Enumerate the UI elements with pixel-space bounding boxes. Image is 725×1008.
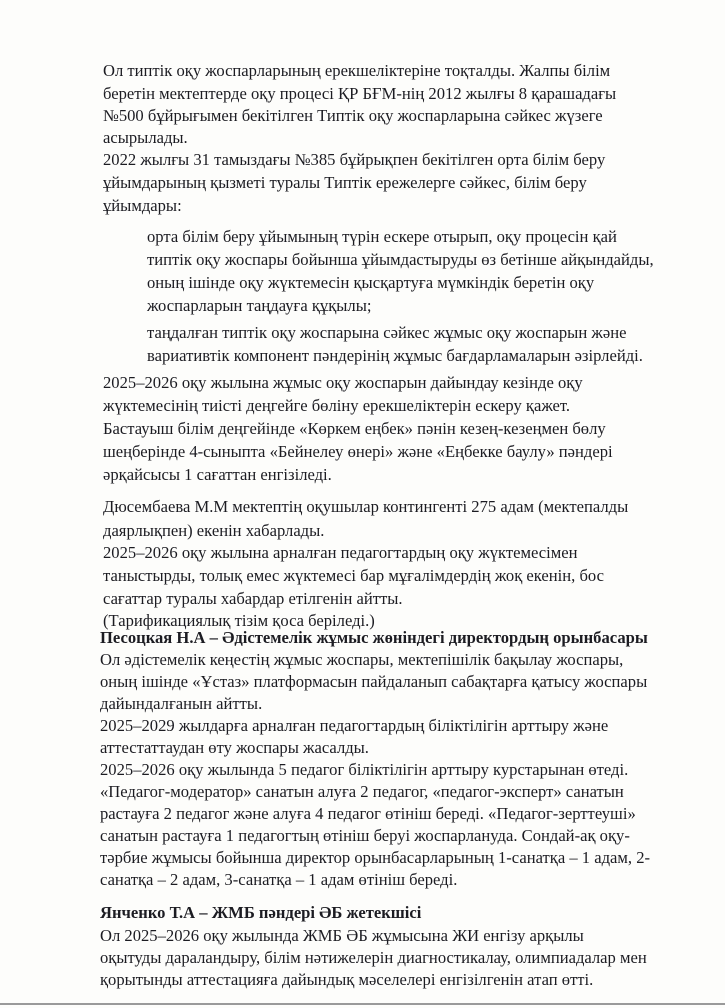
paragraph-line: оның ішінде «Ұстаз» платформасын пайдаланып сабақтарға қатысу жоспары xyxy=(100,672,648,691)
paragraph-line: сағаттар туралы хабардар етілгенін айтты. xyxy=(103,589,403,608)
list-item-line: типтік оқу жоспары бойынша ұйымдастыруды өз бетінше айқындайды, xyxy=(147,250,654,269)
paragraph-line: асырылады. xyxy=(103,128,188,147)
paragraph-line: 2022 жылғы 31 тамыздағы №385 бұйрықпен бекітілген орта білім беру xyxy=(103,150,606,169)
paragraph-line: 2025–2026 оқу жылында 5 педагог біліктілігін арттыру курстарынан өтеді. xyxy=(100,760,629,779)
scan-edge-divider xyxy=(0,1003,725,1005)
paragraph-line: ұйымдары: xyxy=(103,196,182,215)
list-item-line: оның ішінде оқу жүктемесін қысқартуға мүмкіндік беретін оқу xyxy=(147,273,595,292)
section-heading: Песоцкая Н.А – Әдістемелік жұмыс жөніндегі директордың орынбасары xyxy=(100,628,648,647)
paragraph-line: санатқа – 2 адам, 3-санатқа – 1 адам өтініш береді. xyxy=(100,870,458,889)
paragraph-line: (Тарификациялық тізім қоса беріледі.) xyxy=(103,611,375,630)
paragraph-line: 2025–2026 оқу жылына арналған педагогтардың оқу жүктемесімен xyxy=(103,543,578,562)
paragraph-line: даярлықпен) екенін хабарлады. xyxy=(103,521,325,540)
paragraph-line: Бастауыш білім деңгейінде «Көркем еңбек» пәнін кезең-кезеңмен бөлу xyxy=(103,419,606,438)
paragraph-line: беретін мектептерде оқу процесі ҚР БҒМ-нің 2012 жылғы 8 қарашадағы xyxy=(103,84,617,103)
paragraph-line: Ол типтік оқу жоспарларының ерекшеліктеріне тоқталды. Жалпы білім xyxy=(103,61,611,80)
paragraph-line: 2025–2026 оқу жылына жұмыс оқу жоспарын дайындау кезінде оқу xyxy=(103,373,583,392)
paragraph-line: таныстырды, толық емес жүктемесі бар мұғалімдердің жоқ екенін, бос xyxy=(103,566,604,585)
list-item-line: таңдалған типтік оқу жоспарына сәйкес жұмыс оқу жоспарын және xyxy=(147,323,627,342)
paragraph-line: қорытынды аттестацияға дайындық мәселелері енгізілгенін атап өтті. xyxy=(100,970,594,989)
list-item-line: вариативтік компонент пәндерінің жұмыс бағдарламаларын әзірлейді. xyxy=(147,346,643,365)
paragraph-line: №500 бұйрығымен бекітілген Типтік оқу жоспарларына сәйкес жүзеге xyxy=(103,106,603,125)
paragraph-line: растауға 2 педагог және алуға 4 педагог өтініш береді. «Педагог-зерттеуші» xyxy=(100,804,636,823)
paragraph-line: аттестаттаудан өту жоспары жасалды. xyxy=(100,738,369,757)
paragraph-line: әрқайсысы 1 сағаттан енгізіледі. xyxy=(103,465,332,484)
paragraph-line: шеңберінде 4-сыныпта «Бейнелеу өнері» және «Еңбекке баулу» пәндері xyxy=(103,442,613,461)
paragraph-line: оқытуды дараландыру, білім нәтижелерін диагностикалау, олимпиадалар мен xyxy=(100,948,647,967)
paragraph-line: тәрбие жұмысы бойынша директор орынбасарларының 1-санатқа – 1 адам, 2- xyxy=(100,848,651,867)
list-item-line: жоспарларын таңдауға құқылы; xyxy=(147,296,372,315)
paragraph-line: Ол әдістемелік кеңестің жұмыс жоспары, мектепішілік бақылау жоспары, xyxy=(100,650,624,669)
paragraph-line: «Педагог-модератор» санатын алуға 2 педагог, «педагог-эксперт» санатын xyxy=(100,782,624,801)
paragraph-line: жүктемесінің тиісті деңгейге бөліну ерекшеліктерін ескеру қажет. xyxy=(103,396,571,415)
paragraph-line: 2025–2029 жылдарға арналған педагогтардың біліктілігін арттыру және xyxy=(100,716,609,735)
paragraph-line: Ол 2025–2026 оқу жылында ЖМБ ӘБ жұмысына ЖИ енгізу арқылы xyxy=(100,926,584,945)
paragraph-line: ұйымдарының қызметі туралы Типтік ережелерге сәйкес, білім беру xyxy=(103,173,587,192)
paragraph-line: дайындалғанын айтты. xyxy=(100,694,263,713)
paragraph-line: санатын растауға 1 педагогтың өтініш беруі жоспарлануда. Сондай-ақ оқу- xyxy=(100,826,630,845)
paragraph-line: Дюсембаева М.М мектептің оқушылар контингенті 275 адам (мектепалды xyxy=(103,497,629,516)
section-heading: Янченко Т.А – ЖМБ пәндері ӘБ жетекшісі xyxy=(100,903,422,922)
list-item-line: орта білім беру ұйымының түрін ескере отырып, оқу процесін қай xyxy=(147,227,617,246)
